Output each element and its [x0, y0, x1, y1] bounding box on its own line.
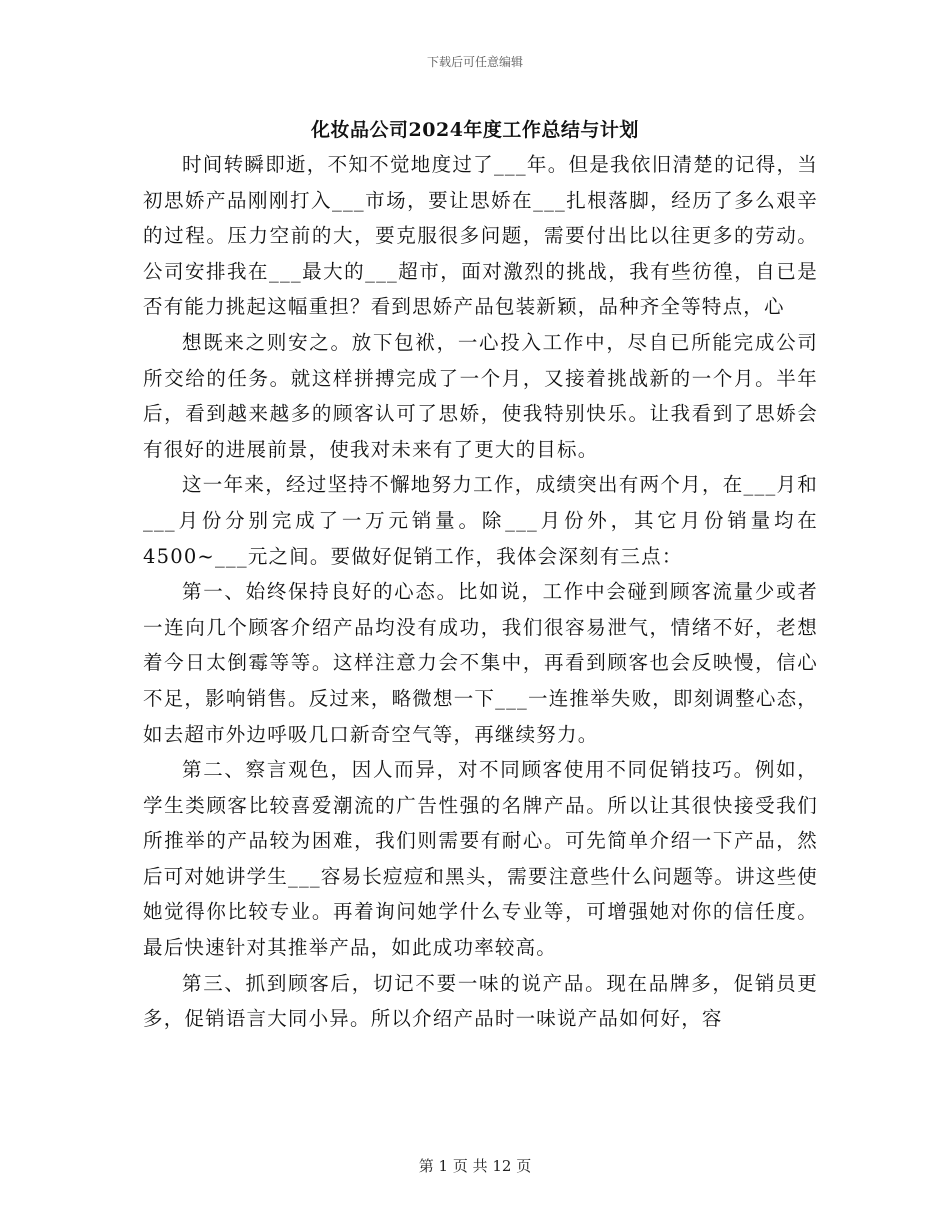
body-paragraph: 这一年来，经过坚持不懈地努力工作，成绩突出有两个月，在___月和___月份分别完成了一万元销量。除___月份外，其它月份销量均在4500~___元之间。要做好促销工作，我体会深刻有三点：	[143, 473, 818, 568]
body-paragraph: 第三、抓到顾客后，切记不要一味的说产品。现在品牌多，促销员更多，促销语言大同小异。所以介绍产品时一味说产品如何好，容	[143, 971, 818, 1031]
body-paragraph: 想既来之则安之。放下包袱，一心投入工作中，尽自已所能完成公司所交给的任务。就这样拼搏完成了一个月，又接着挑战新的一个月。半年后，看到越来越多的顾客认可了思娇，使我特别快乐。让我看到了思娇会有很好的进展前景，使我对未来有了更大的目标。	[143, 330, 818, 461]
page-header-note: 下载后可任意编辑	[426, 55, 523, 69]
body-paragraph: 第一、始终保持良好的心态。比如说，工作中会碰到顾客流量少或者一连向几个顾客介绍产品均没有成功，我们很容易泄气，情绪不好，老想着今日太倒霉等等。这样注意力会不集中，再看到顾客也会反映慢，信心不足，影响销售。反过来，略微想一下___一连推举失败，即刻调整心态，如去超市外边呼吸几口新奇空气等，再继续努力。	[143, 580, 818, 746]
body-paragraph: 第二、察言观色，因人而异，对不同顾客使用不同促销技巧。例如，学生类顾客比较喜爱潮流的广告性强的名牌产品。所以让其很快接受我们所推举的产品较为困难，我们则需要有耐心。可先简单介绍一下产品，然后可对她讲学生___容易长痘痘和黑头，需要注意些什么问题等。讲这些使她觉得你比较专业。再着询问她学什么专业等，可增强她对你的信任度。最后快速针对其推举产品，如此成功率较高。	[143, 758, 818, 960]
document-title: 化妆品公司2024年度工作总结与计划	[311, 119, 639, 141]
body-paragraph: 时间转瞬即逝，不知不觉地度过了___年。但是我依旧清楚的记得，当初思娇产品刚刚打入___市场，要让思娇在___扎根落脚，经历了多么艰辛的过程。压力空前的大，要克服很多问题，需要付出比以往更多的劳动。公司安排我在___最大的___超市，面对激烈的挑战，我有些彷徨，自已是否有能力挑起这幅重担？看到思娇产品包装新颖，品种齐全等特点，心	[143, 153, 818, 319]
page-number-footer: 第 1 页 共 12 页	[418, 1157, 532, 1175]
document-body	[143, 147, 818, 1037]
